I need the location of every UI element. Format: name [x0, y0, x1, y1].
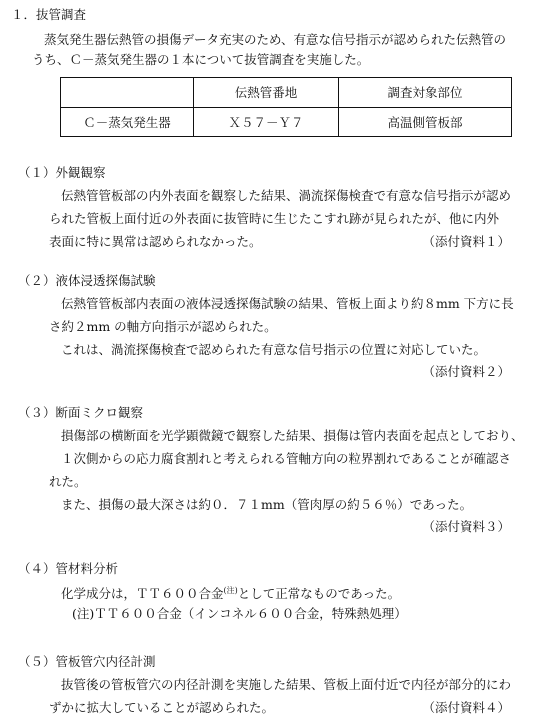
table-header-cell: 調査対象部位: [339, 78, 512, 108]
item-3-line-1: 損傷部の横断面を光学顕微鏡で観察した結果、損傷は管内表面を起点としており、: [61, 428, 524, 443]
table-header-cell: [61, 78, 194, 108]
item-5-line-1: 抜管後の管板管穴の内径計測を実施した結果、管板上面付近で内径が部分的にわ: [61, 677, 512, 692]
item-4-line-1: [61, 583, 400, 602]
table-cell-generator: Ｃ－蒸気発生器: [61, 107, 194, 137]
item-4-note: (注)ＴＴ６００合金（インコネル６００合金，特殊熱処理）: [72, 606, 407, 621]
item-1-line-3: 表面に特に異常は認められなかった。: [49, 234, 262, 249]
item-2-line-3: これは、渦流探傷検査で認められた有意な信号指示の位置に対応していた。: [61, 342, 487, 357]
intro-line-2: うち、Ｃ－蒸気発生器の１本について抜管調査を実施した。: [32, 52, 370, 67]
item-1-heading: （１）外観観察: [18, 165, 106, 180]
table-cell-tube-address: Ｘ５７－Ｙ７: [194, 107, 339, 137]
item-5-reference: （添付資料４）: [422, 700, 510, 715]
pulled-tube-table: [60, 77, 512, 137]
item-5-line-2: ずかに拡大していることが認められた。: [49, 700, 275, 715]
table-header-row: [61, 78, 512, 108]
section-heading: １．抜管調査: [11, 7, 87, 22]
item-2-heading: （２）液体浸透探傷試験: [18, 273, 156, 288]
item-3-line-4: また、損傷の最大深さは約０．７１mm（管肉厚の約５６％）であった。: [61, 497, 473, 512]
item-3-reference: （添付資料３）: [422, 519, 510, 534]
item-3-line-3: れた。: [49, 474, 87, 489]
item-2-line-1: 伝熱管管板部内表面の液体浸透探傷試験の結果、管板上面より約８mm 下方に長: [61, 296, 514, 311]
note-marker: (注): [223, 586, 238, 595]
table-row: [61, 107, 512, 137]
item-1-reference: （添付資料１）: [422, 234, 510, 249]
item-1-line-2: られた管板上面付近の外表面に抜管時に生じたこすれ跡が見られたが、他に内外: [49, 211, 500, 226]
item-3-line-2: １次側からの応力腐食割れと考えられる管軸方向の粒界割れであることが確認さ: [61, 451, 512, 466]
item-2-reference: （添付資料２）: [422, 364, 510, 379]
item-5-heading: （５）管板管穴内径計測: [18, 654, 156, 669]
item-2-line-2: さ約２mm の軸方向指示が認められた。: [49, 319, 277, 334]
intro-line-1: 蒸気発生器伝熱管の損傷データ充実のため、有意な信号指示が認められた伝熱管の: [44, 32, 507, 47]
table-cell-location: 高温側管板部: [339, 107, 512, 137]
item-4-text-end: として正常なものであった。: [237, 586, 401, 602]
item-4-heading: （４）管材料分析: [18, 561, 119, 576]
table-header-cell: 伝熱管番地: [194, 78, 339, 108]
item-4-text-start: 化学成分は，ＴＴ６００合金: [61, 586, 224, 602]
item-1-line-1: 伝熱管管板部の内外表面を観察した結果、渦流探傷検査で有意な信号指示が認め: [61, 188, 512, 203]
item-3-heading: （３）断面ミクロ観察: [18, 405, 144, 420]
